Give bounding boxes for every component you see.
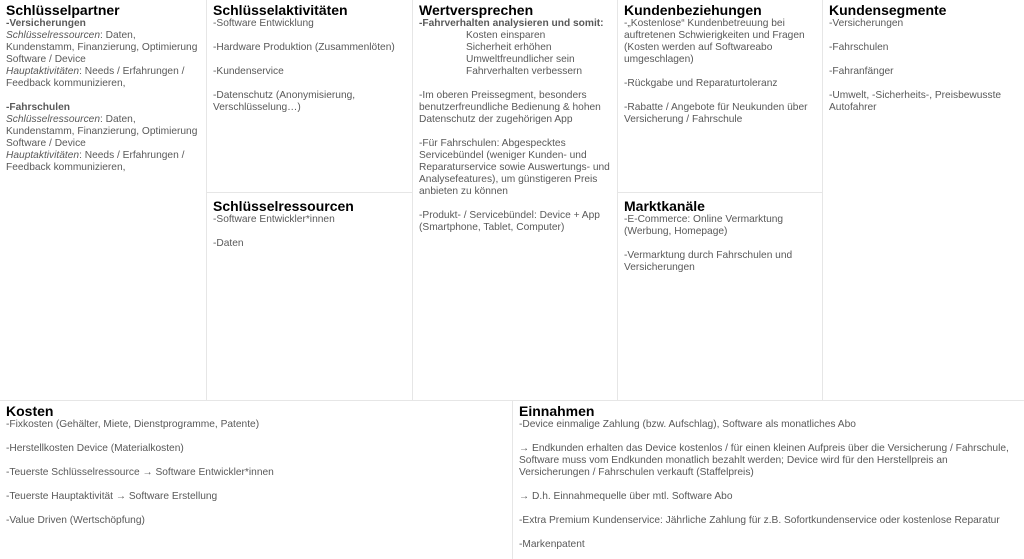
schluesselressourcen-section [207, 196, 412, 252]
section-title: Schlüsselressourcen [213, 198, 354, 214]
list-item: -Teuerste Hauptaktivität → Software Erstellung [6, 491, 218, 502]
partner-group-head: -Versicherungen [6, 18, 86, 29]
section-title: Kundenbeziehungen [624, 2, 762, 18]
section-title: Kundensegmente [829, 2, 947, 18]
section-title: Schlüsselaktivitäten [213, 2, 348, 18]
section-title: Kosten [6, 403, 54, 419]
section-title: Einnahmen [519, 403, 595, 419]
list-item: -Hardware Produktion (Zusammenlöten) [213, 42, 395, 53]
kundensegmente-section [823, 0, 1024, 116]
schluesselpartner-section [0, 0, 206, 176]
list-item: -Produkt- / Servicebündel: Device + App (Smartphone, Tablet, Computer) [419, 210, 600, 233]
list-item: -Rückgabe und Reparaturtoleranz [624, 78, 778, 89]
partner-resources: Schlüsselressourcen: Daten, Kundenstamm, Finanzierung, Optimierung Software / Device [6, 30, 198, 65]
list-item: -Für Fahrschulen: Abgespecktes Servicebündel (weniger Kunden- und Reparaturservice sowie Auswertungs- und Analysefeatures), um günstigeren Preis anbieten zu können [419, 138, 610, 197]
list-item: -„Kostenlose“ Kundenbetreuung bei auftretenen Schwierigkeiten und Fragen (Kosten werden auf Softwareabo umgeschlagen) [624, 18, 805, 65]
partner-activities: Hauptaktivitäten: Needs / Erfahrungen / Feedback kommunizieren, [6, 150, 185, 173]
schluesselaktivitaeten-section [207, 0, 412, 116]
kundenbeziehungen-section [618, 0, 822, 128]
wertversprechen-section [413, 0, 617, 236]
partner-group-head: -Fahrschulen [6, 102, 70, 113]
list-item: -Teuerste Schlüsselressource → Software Entwickler*innen [6, 467, 274, 478]
list-item: -Fahrschulen [829, 42, 889, 53]
list-item: -Software Entwicklung [213, 18, 314, 29]
list-item: -Im oberen Preissegment, besonders benutzerfreundliche Bedienung & hohen Datenschutz der zugehörigen App [419, 90, 601, 125]
list-item: -Herstellkosten Device (Materialkosten) [6, 443, 184, 454]
partner-activities: Hauptaktivitäten: Needs / Erfahrungen / Feedback kommunizieren, [6, 66, 185, 89]
partner-resources: Schlüsselressourcen: Daten, Kundenstamm, Finanzierung, Optimierung Software / Device [6, 114, 198, 149]
value-sub-item: Sicherheit erhöhen [466, 42, 552, 53]
list-item: -Extra Premium Kundenservice: Jährliche Zahlung für z.B. Sofortkundenservice oder kostenlose Reparatur [519, 515, 1000, 526]
list-item: -Kundenservice [213, 66, 284, 77]
list-item: -Device einmalige Zahlung (bzw. Aufschlag), Software als monatliches Abo [519, 419, 856, 430]
list-item: → Endkunden erhalten das Device kostenlos / für einen kleinen Aufpreis über die Versicherung / Fahrschule, Software muss vom Endkunden monatlich bezahlt werden; Device wird für den Herstellpreis an Versicherungen / Fahrschulen verkauft (Staffelpreis) [519, 443, 1009, 478]
value-sub-item: Fahrverhalten verbessern [466, 66, 583, 77]
list-item: -Versicherungen [829, 18, 904, 29]
list-item: -Fahranfänger [829, 66, 894, 77]
value-sub-item: Umweltfreundlicher sein [466, 54, 575, 65]
list-item: -Markenpatent [519, 539, 585, 550]
list-item: -Software Entwickler*innen [213, 214, 335, 225]
einnahmen-section [513, 401, 1024, 553]
divider [207, 192, 412, 193]
list-item: -Umwelt, -Sicherheits-, Preisbewusste Autofahrer [829, 90, 1002, 113]
value-intro: -Fahrverhalten analysieren und somit: [419, 18, 604, 29]
list-item: -Datenschutz (Anonymisierung, Verschlüsselung…) [213, 90, 356, 113]
marktkanaele-section [618, 196, 822, 276]
section-title: Wertversprechen [419, 2, 534, 18]
section-title: Schlüsselpartner [6, 2, 120, 18]
list-item: -Fixkosten (Gehälter, Miete, Dienstprogramme, Patente) [6, 419, 260, 430]
list-item: -Vermarktung durch Fahrschulen und Versicherungen [624, 250, 793, 273]
section-title: Marktkanäle [624, 198, 705, 214]
divider [618, 192, 822, 193]
list-item: -Daten [213, 238, 244, 249]
list-item: -Value Driven (Wertschöpfung) [6, 515, 145, 526]
list-item: -Rabatte / Angebote für Neukunden über Versicherung / Fahrschule [624, 102, 808, 125]
kosten-section [0, 401, 512, 529]
list-item: -E-Commerce: Online Vermarktung (Werbung, Homepage) [624, 214, 784, 237]
value-sub-item: Kosten einsparen [466, 30, 546, 41]
list-item: → D.h. Einnahmequelle über mtl. Software Abo [519, 491, 733, 502]
